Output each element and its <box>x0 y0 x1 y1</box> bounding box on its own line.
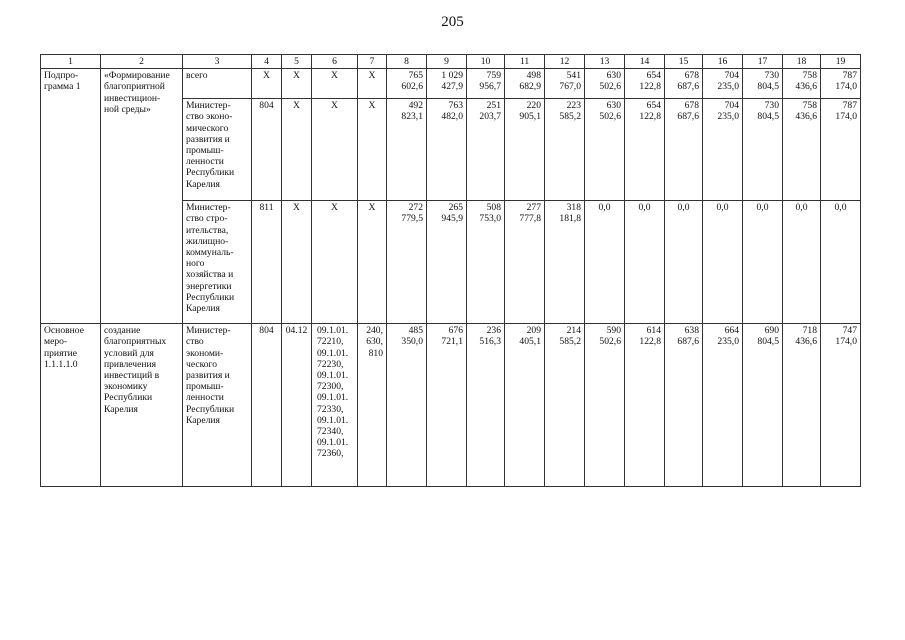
column-header: 4 <box>252 55 282 69</box>
column-header: 12 <box>545 55 585 69</box>
cell-line: ство эконо- <box>186 111 233 123</box>
value-cell <box>545 99 585 201</box>
cell-line: 72230, <box>317 358 344 370</box>
cell-line: 585,2 <box>559 336 581 348</box>
cell-line: 350,0 <box>401 336 423 348</box>
cell-line: 0,0 <box>677 202 690 214</box>
value-cell <box>821 99 861 201</box>
column-header: 17 <box>743 55 783 69</box>
cell-line: всего <box>186 70 208 82</box>
executor-cell <box>183 99 252 201</box>
cell-line: 72340, <box>317 426 344 438</box>
cell-line: 682,9 <box>519 81 541 93</box>
value-cell <box>585 69 625 99</box>
cell-line: Республики <box>186 291 235 303</box>
cell-line: 690 <box>764 325 779 337</box>
grbs-code-cell: 811 <box>252 201 282 324</box>
cell-line: 09.1.01. <box>317 414 349 426</box>
cell-line: 678 <box>684 100 699 112</box>
cell-line: Карелия <box>186 303 220 315</box>
cell-line: 585,2 <box>559 111 581 123</box>
cell-line: 318 <box>566 202 581 214</box>
cell-line: 753,0 <box>479 213 501 225</box>
value-cell <box>467 324 505 487</box>
value-cell <box>545 69 585 99</box>
cell-line: промыш- <box>186 381 224 393</box>
value-cell <box>703 99 743 201</box>
cell-line: 0,0 <box>834 202 847 214</box>
cell-line: 614 <box>646 325 661 337</box>
cell-line: 72360, <box>317 448 344 460</box>
cell-line: 502,6 <box>599 81 621 93</box>
target-article-cell <box>312 69 358 99</box>
cell-line: 72210, <box>317 336 344 348</box>
table-row <box>41 324 861 487</box>
value-cell <box>665 324 703 487</box>
target-article-cell <box>312 201 358 324</box>
cell-line: 654 <box>646 70 661 82</box>
executor-cell <box>183 69 252 99</box>
cell-line: 804,5 <box>757 111 779 123</box>
value-cell <box>467 201 505 324</box>
cell-line: 174,0 <box>835 336 857 348</box>
cell-line: ительства, <box>186 224 229 236</box>
column-header: 16 <box>703 55 743 69</box>
cell-line: ленности <box>186 392 224 404</box>
cell-line: 541 <box>566 70 581 82</box>
cell-line: 220 <box>526 100 541 112</box>
value-cell <box>427 324 467 487</box>
value-cell <box>467 69 505 99</box>
program-title-cell <box>101 324 183 487</box>
cell-line: 804,5 <box>757 81 779 93</box>
value-cell <box>783 69 821 99</box>
cell-line: 0,0 <box>795 202 808 214</box>
cell-line: жилищно- <box>186 235 229 247</box>
column-header: 11 <box>505 55 545 69</box>
cell-line: экономику <box>104 381 148 393</box>
cell-line: 436,6 <box>795 81 817 93</box>
section-code-cell: X <box>282 201 312 324</box>
cell-line: Основное <box>44 325 84 337</box>
cell-line: 687,6 <box>677 336 699 348</box>
expense-type-cell <box>358 201 387 324</box>
cell-line: хозяйства и <box>186 269 234 281</box>
cell-line: 498 <box>526 70 541 82</box>
cell-line: 704 <box>724 100 739 112</box>
cell-line: 265 <box>448 202 463 214</box>
value-cell <box>387 69 427 99</box>
budget-table <box>40 54 861 487</box>
cell-line: инвестицион- <box>104 92 161 104</box>
value-cell <box>703 201 743 324</box>
cell-line: 09.1.01. <box>317 347 349 359</box>
value-cell <box>821 324 861 487</box>
cell-line: 122,8 <box>639 111 661 123</box>
expense-type-cell <box>358 69 387 99</box>
grbs-code-cell: 804 <box>252 99 282 201</box>
value-cell <box>625 99 665 201</box>
program-cell <box>41 324 101 487</box>
value-cell <box>545 201 585 324</box>
cell-line: 758 <box>802 70 817 82</box>
executor-cell <box>183 324 252 487</box>
cell-line: 236 <box>486 325 501 337</box>
expense-type-cell <box>358 99 387 201</box>
column-header: 15 <box>665 55 703 69</box>
cell-line: 235,0 <box>717 111 739 123</box>
column-header: 8 <box>387 55 427 69</box>
value-cell <box>387 99 427 201</box>
cell-line: 181,8 <box>559 213 581 225</box>
cell-line: 602,6 <box>401 81 423 93</box>
cell-line: 485 <box>408 325 423 337</box>
cell-line: 630 <box>606 70 621 82</box>
cell-line: экономи- <box>186 347 224 359</box>
page-number: 205 <box>441 14 464 30</box>
cell-line: «Формирование <box>104 70 170 82</box>
cell-line: 956,7 <box>479 81 501 93</box>
header-row <box>41 55 861 69</box>
value-cell <box>821 201 861 324</box>
cell-line: 687,6 <box>677 81 699 93</box>
column-header: 13 <box>585 55 625 69</box>
cell-line: 763 <box>448 100 463 112</box>
cell-line: Республики <box>186 403 235 415</box>
cell-line: 09.1.01. <box>317 325 349 337</box>
value-cell <box>505 99 545 201</box>
target-article-cell <box>312 99 358 201</box>
cell-line: ство <box>186 336 204 348</box>
expense-type-cell <box>358 324 387 487</box>
cell-line: 1 029 <box>441 70 463 82</box>
cell-line: Министер- <box>186 202 231 214</box>
cell-line: 777,8 <box>519 213 541 225</box>
cell-line: развития и <box>186 133 230 145</box>
cell-line: 492 <box>408 100 423 112</box>
cell-line: 765 <box>408 70 423 82</box>
cell-line: Подпро- <box>44 70 79 82</box>
cell-line: 804,5 <box>757 336 779 348</box>
cell-line: 174,0 <box>835 81 857 93</box>
column-header: 5 <box>282 55 312 69</box>
value-cell <box>743 201 783 324</box>
cell-line: 590 <box>606 325 621 337</box>
value-cell <box>585 324 625 487</box>
value-cell <box>585 99 625 201</box>
value-cell <box>427 201 467 324</box>
cell-line: 277 <box>526 202 541 214</box>
target-article-cell <box>312 324 358 487</box>
value-cell <box>703 69 743 99</box>
cell-line: Министер- <box>186 325 231 337</box>
value-cell <box>665 69 703 99</box>
cell-line: приятие <box>44 347 78 359</box>
cell-line: 09.1.01. <box>317 437 349 449</box>
cell-line: 122,8 <box>639 81 661 93</box>
value-cell <box>703 324 743 487</box>
cell-line: Карелия <box>186 178 220 190</box>
cell-line: 482,0 <box>441 111 463 123</box>
cell-line: ческого <box>186 358 218 370</box>
value-cell <box>427 69 467 99</box>
cell-line: 905,1 <box>519 111 541 123</box>
cell-line: Карелия <box>104 403 138 415</box>
cell-line: коммуналь- <box>186 247 234 259</box>
cell-line: 945,9 <box>441 213 463 225</box>
value-cell <box>743 324 783 487</box>
cell-line: 251 <box>486 100 501 112</box>
column-header: 1 <box>41 55 101 69</box>
program-cell <box>41 69 101 324</box>
value-cell <box>625 324 665 487</box>
cell-line: X <box>368 100 376 112</box>
cell-line: 0,0 <box>638 202 651 214</box>
cell-line: 721,1 <box>441 336 463 348</box>
cell-line: 72330, <box>317 403 344 415</box>
value-cell <box>505 201 545 324</box>
column-header: 3 <box>183 55 252 69</box>
cell-line: 0,0 <box>598 202 611 214</box>
cell-line: 223 <box>566 100 581 112</box>
grbs-code-cell: 804 <box>252 324 282 487</box>
cell-line: 436,6 <box>795 111 817 123</box>
value-cell <box>387 324 427 487</box>
cell-line: благоприятных <box>104 336 167 348</box>
cell-line: привлечения <box>104 358 157 370</box>
value-cell <box>783 324 821 487</box>
table-row <box>41 69 861 99</box>
cell-line: 72300, <box>317 381 344 393</box>
column-header: 6 <box>312 55 358 69</box>
cell-line: меро- <box>44 336 68 348</box>
column-header: 19 <box>821 55 861 69</box>
section-code-cell: X <box>282 69 312 99</box>
cell-line: 1.1.1.1.0 <box>44 358 78 370</box>
value-cell <box>665 99 703 201</box>
cell-line: 730 <box>764 70 779 82</box>
cell-line: 214 <box>566 325 581 337</box>
program-title-cell <box>101 69 183 324</box>
value-cell <box>387 201 427 324</box>
cell-line: ного <box>186 258 205 270</box>
cell-line: 272 <box>408 202 423 214</box>
cell-line: 664 <box>724 325 739 337</box>
value-cell <box>783 99 821 201</box>
cell-line: 0,0 <box>716 202 729 214</box>
cell-line: 823,1 <box>401 111 423 123</box>
column-header: 10 <box>467 55 505 69</box>
cell-line: 779,5 <box>401 213 423 225</box>
cell-line: 436,6 <box>795 336 817 348</box>
cell-line: Республики <box>104 392 153 404</box>
cell-line: 767,0 <box>559 81 581 93</box>
grbs-code-cell: X <box>252 69 282 99</box>
cell-line: X <box>368 202 376 214</box>
cell-line: 687,6 <box>677 111 699 123</box>
column-header: 2 <box>101 55 183 69</box>
cell-line: 502,6 <box>599 111 621 123</box>
cell-line: 810 <box>368 347 383 359</box>
section-code-cell: 04.12 <box>282 324 312 487</box>
cell-line: 0,0 <box>756 202 769 214</box>
value-cell <box>783 201 821 324</box>
cell-line: инвестиций в <box>104 370 160 382</box>
value-cell <box>427 99 467 201</box>
value-cell <box>821 69 861 99</box>
column-header: 14 <box>625 55 665 69</box>
cell-line: 630, <box>366 336 383 348</box>
cell-line: создание <box>104 325 141 337</box>
cell-line: 704 <box>724 70 739 82</box>
value-cell <box>467 99 505 201</box>
value-cell <box>665 201 703 324</box>
value-cell <box>505 69 545 99</box>
value-cell <box>545 324 585 487</box>
cell-line: мического <box>186 122 229 134</box>
cell-line: 427,9 <box>441 81 463 93</box>
cell-line: 654 <box>646 100 661 112</box>
cell-line: промыш- <box>186 145 224 157</box>
column-header: 18 <box>783 55 821 69</box>
column-header: 9 <box>427 55 467 69</box>
cell-line: X <box>331 100 338 112</box>
cell-line: 787 <box>842 70 857 82</box>
column-header: 7 <box>358 55 387 69</box>
cell-line: условий для <box>104 347 154 359</box>
value-cell <box>743 99 783 201</box>
section-code-cell: X <box>282 99 312 201</box>
cell-line: X <box>331 70 338 82</box>
cell-line: грамма 1 <box>44 81 81 93</box>
cell-line: 235,0 <box>717 336 739 348</box>
cell-line: 174,0 <box>835 111 857 123</box>
cell-line: Карелия <box>186 414 220 426</box>
cell-line: 405,1 <box>519 336 541 348</box>
executor-cell <box>183 201 252 324</box>
cell-line: 730 <box>764 100 779 112</box>
cell-line: ной среды» <box>104 103 151 115</box>
cell-line: 747 <box>842 325 857 337</box>
value-cell <box>625 201 665 324</box>
cell-line: 676 <box>448 325 463 337</box>
cell-line: 638 <box>684 325 699 337</box>
cell-line: 209 <box>526 325 541 337</box>
cell-line: 09.1.01. <box>317 392 349 404</box>
value-cell <box>505 324 545 487</box>
value-cell <box>743 69 783 99</box>
cell-line: 09.1.01. <box>317 370 349 382</box>
cell-line: 718 <box>802 325 817 337</box>
cell-line: благоприятной <box>104 81 165 93</box>
cell-line: 630 <box>606 100 621 112</box>
cell-line: развития и <box>186 370 230 382</box>
cell-line: 759 <box>486 70 501 82</box>
cell-line: 758 <box>802 100 817 112</box>
cell-line: 235,0 <box>717 81 739 93</box>
cell-line: X <box>331 202 338 214</box>
cell-line: энергетики <box>186 280 232 292</box>
cell-line: ленности <box>186 156 224 168</box>
cell-line: 678 <box>684 70 699 82</box>
value-cell <box>585 201 625 324</box>
cell-line: 502,6 <box>599 336 621 348</box>
cell-line: 508 <box>486 202 501 214</box>
cell-line: ство стро- <box>186 213 228 225</box>
cell-line: X <box>368 70 376 82</box>
cell-line: 240, <box>366 325 383 337</box>
cell-line: Республики <box>186 167 235 179</box>
cell-line: 122,8 <box>639 336 661 348</box>
value-cell <box>625 69 665 99</box>
cell-line: 516,3 <box>479 336 501 348</box>
cell-line: Министер- <box>186 100 231 112</box>
cell-line: 203,7 <box>479 111 501 123</box>
cell-line: 787 <box>842 100 857 112</box>
